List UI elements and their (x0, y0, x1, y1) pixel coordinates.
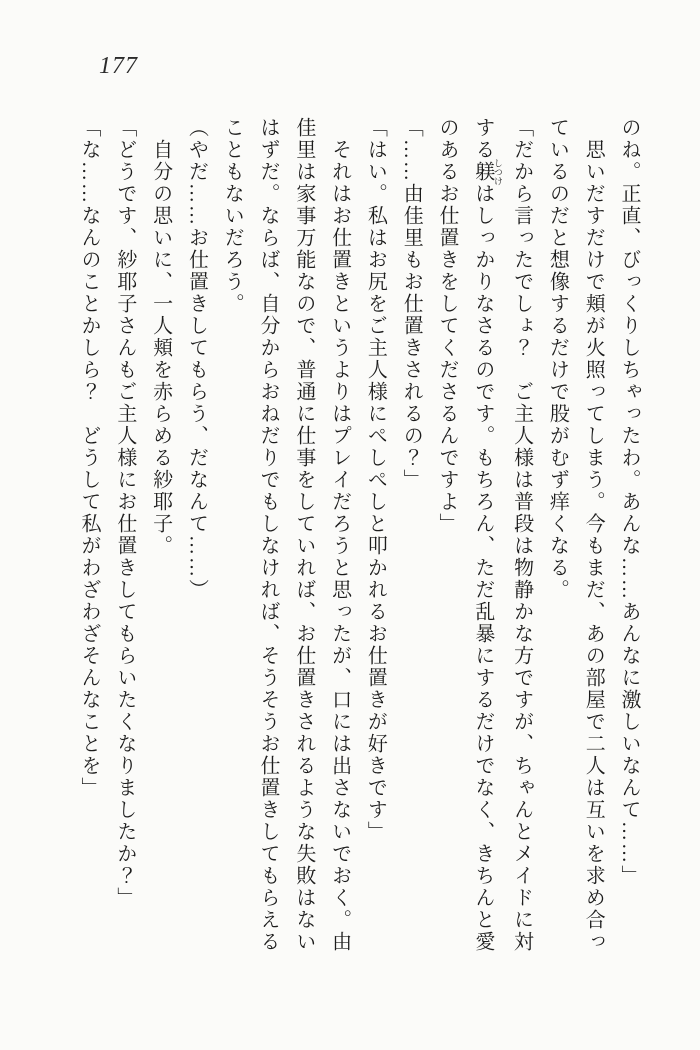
text-line-3: ているのだと想像するだけで股がむず痒くなる。 (546, 117, 569, 601)
text-line-1: のね。正直、びっくりしちゃったわ。あんな……あんなに激しいなんて……」 (618, 117, 640, 887)
text-line-14: 自分の思いに、一人頬を赤らめる紗耶子。 (149, 117, 172, 557)
ruby-base: 躾 (471, 158, 494, 186)
vertical-text-block (70, 117, 646, 959)
text-line-16: 「な……なんのことかしら？ どうして私がわざわざそんなことを」 (78, 117, 101, 799)
text-line-6: のあるお仕置きをしてくださるんですよ」 (436, 117, 459, 535)
text-line-12: こともないだろう。 (221, 117, 244, 315)
text-segment: はしっかりなさるのです。もちろん、ただ乱暴にするだけでなく、きちんと愛 (471, 183, 494, 953)
ruby-furigana: しつけ (492, 158, 503, 186)
page-number: 177 (99, 53, 138, 79)
text-line-4: 「だから言ったでしょ？ ご主人様は普段は物静かな方ですが、ちゃんとメイドに対 (510, 117, 533, 953)
text-line-11: はずだ。ならば、自分からおねだりでもしなければ、そうそうお仕置きしてもらえる (257, 117, 280, 953)
text-segment: する (471, 117, 494, 161)
text-line-8: 「はい。私はお尻をご主人様にぺしぺしと叩かれるお仕置きが好きです」 (364, 117, 387, 843)
text-line-5 (464, 117, 503, 959)
text-line-2: 思いだすだけで頬が火照ってしまう。今もまだ、あの部屋で二人は互いを求め合っ (582, 117, 605, 953)
text-line-9: それはお仕置きというよりはプレイだろうと思ったが、口には出さないでおく。由 (328, 117, 351, 953)
ruby-annotation (471, 158, 503, 186)
text-line-15: 「どうです、紗耶子さんもご主人様にお仕置きしてもらいたくなりましたか？」 (113, 117, 136, 909)
text-line-7: 「……由佳里もお仕置きされるの？」 (400, 117, 423, 491)
text-line-10: 佳里は家事万能なので、普通に仕事をしていれば、お仕置きされるような失敗はない (292, 117, 315, 953)
text-line-13: （やだ……お仕置きしてもらう、だなんて……） (185, 117, 208, 601)
